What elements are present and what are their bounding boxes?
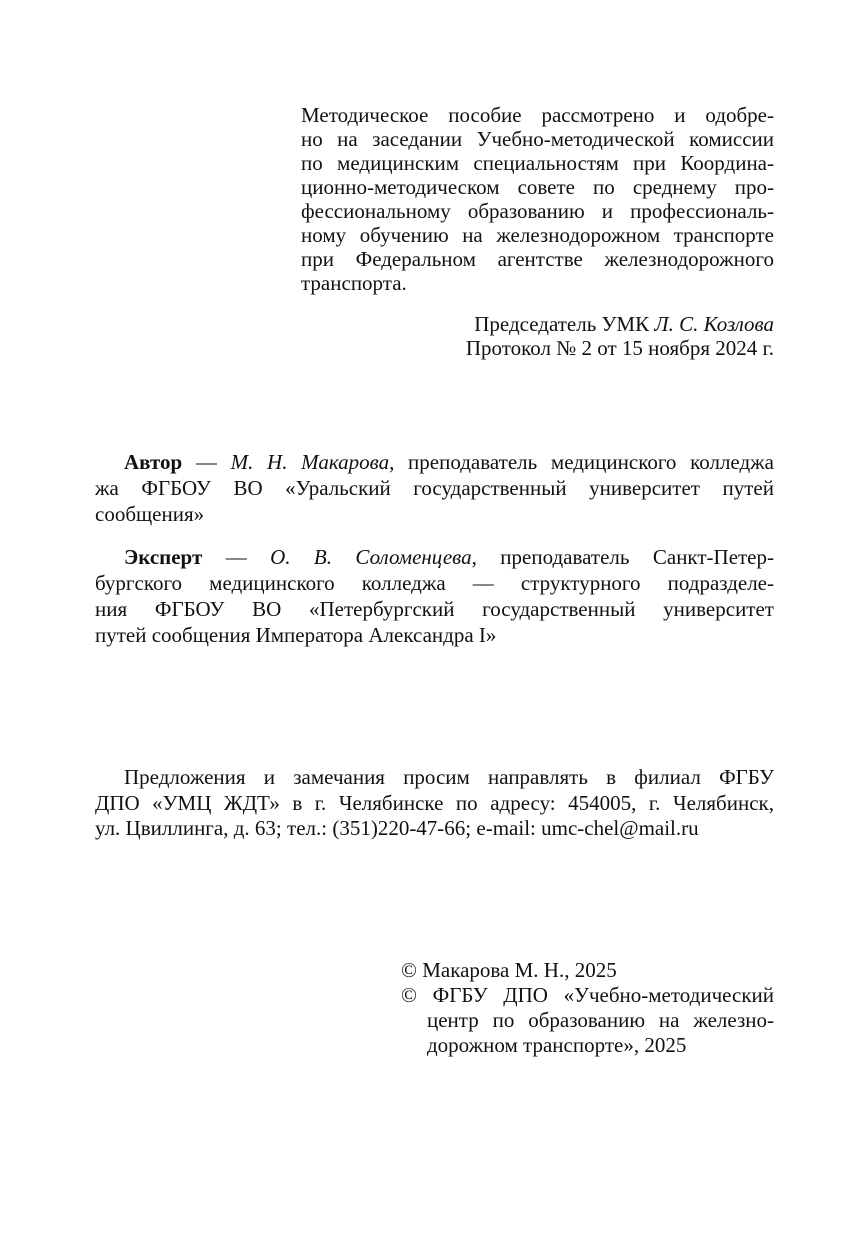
expert-role: Эксперт: [124, 545, 203, 569]
approval-line: Методическое пособие рассмотрено и одобре-: [301, 103, 774, 127]
expert-name: О. В. Соломенцева: [270, 545, 472, 569]
approval-line: транспорта.: [301, 271, 407, 295]
author-line: жа ФГБОУ ВО «Уральский государственный университет путей: [95, 476, 774, 500]
approval-line: но на заседании Учебно-методической комиссии: [301, 127, 774, 151]
chair-line: [380, 312, 774, 336]
contact-line: Предложения и замечания просим направлять в филиал ФГБУ: [124, 765, 774, 789]
expert-line: Эксперт — О. В. Соломенцева, преподаватель Санкт-Петер-: [124, 545, 775, 569]
copyright-org: центр по образованию на железно-: [427, 1008, 774, 1032]
expert-position: , преподаватель Санкт-Петер-: [471, 545, 775, 569]
copyright-author: © Макарова М. Н., 2025: [401, 958, 617, 982]
expert-line: бургского медицинского колледжа — структурного подразделе-: [95, 571, 774, 595]
author-role: Автор: [124, 450, 183, 474]
contact-line: ул. Цвиллинга, д. 63; тел.: (351)220-47-66; e-mail: umc-chel@mail.ru: [95, 816, 699, 840]
approval-line: ному обучению на железнодорожном транспорте: [301, 223, 774, 247]
expert-line: путей сообщения Императора Александра I»: [95, 623, 497, 647]
contact-line: ДПО «УМЦ ЖДТ» в г. Челябинске по адресу: 454005, г. Челябинск,: [95, 791, 774, 815]
approval-line: фессиональному образованию и профессиональ-: [301, 199, 774, 223]
author-line: сообщения»: [95, 502, 205, 526]
author-position: , преподаватель медицинского колледжа: [389, 450, 774, 474]
protocol-line: Протокол № 2 от 15 ноября 2024 г.: [465, 336, 774, 360]
chair-title: Председатель УМК: [474, 312, 655, 336]
approval-line: ционно-методическом совете по среднему про-: [301, 175, 774, 199]
approval-line: при Федеральном агентстве железнодорожного: [301, 247, 774, 271]
copyright-org: © ФГБУ ДПО «Учебно-методический: [401, 983, 774, 1007]
chair-name: Л. С. Козлова: [654, 312, 774, 336]
approval-line: по медицинским специальностям при Координа-: [301, 151, 774, 175]
expert-line: ния ФГБОУ ВО «Петербургский государственный университет: [95, 597, 774, 621]
author-name: М. Н. Макарова: [230, 450, 390, 474]
copyright-org: дорожном транспорте», 2025: [427, 1033, 687, 1057]
author-line: Автор — М. Н. Макарова, преподаватель медицинского колледжа: [124, 450, 774, 474]
